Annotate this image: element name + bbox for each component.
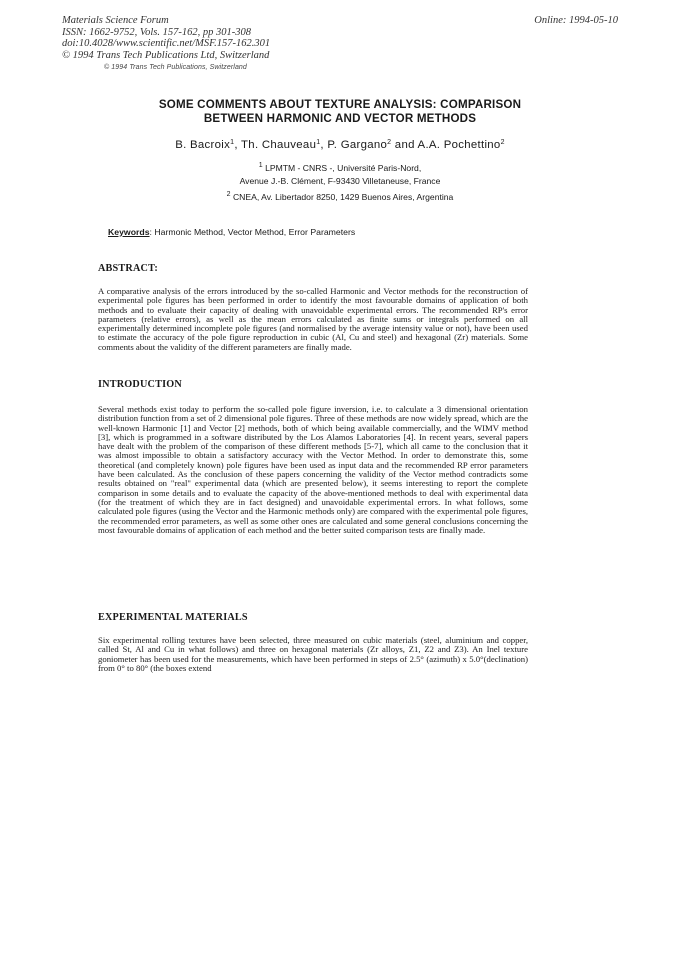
author-2-affil: 1	[316, 139, 321, 146]
affil-1-line-2: Avenue J.-B. Clément, F-93430 Villetaneuse, France	[239, 175, 441, 186]
experimental-heading: EXPERIMENTAL MATERIALS	[98, 612, 248, 623]
affil-2-mark: 2	[226, 191, 231, 198]
title-line-2: BETWEEN HARMONIC AND VECTOR METHODS	[203, 112, 477, 125]
faded-copyright: © 1994 Trans Tech Publications, Switzerland	[104, 64, 247, 71]
author-3-affil: 2	[387, 139, 392, 146]
affiliation-2	[100, 189, 580, 204]
copyright-line: © 1994 Trans Tech Publications Ltd, Switzerland	[62, 49, 270, 61]
author-1: B. Bacroix	[175, 139, 231, 151]
citation-header	[62, 15, 270, 61]
doi-line: doi:10.4028/www.scientific.net/MSF.157-162.301	[62, 38, 271, 50]
journal-name: Materials Science Forum	[62, 15, 169, 26]
affil-1-line-1: LPMTM - CNRS -, Université Paris-Nord,	[265, 163, 422, 173]
keywords-label: Keywords	[108, 227, 150, 237]
author-1-affil: 1	[230, 139, 235, 146]
online-date: Online: 1994-05-10	[534, 15, 618, 26]
affil-1-mark: 1	[258, 162, 263, 169]
paper-title	[100, 98, 580, 126]
introduction-heading: INTRODUCTION	[98, 379, 182, 390]
issn-line: ISSN: 1662-9752, Vols. 157-162, pp 301-308	[62, 26, 251, 38]
abstract-heading: ABSTRACT:	[98, 263, 158, 274]
title-line-1: SOME COMMENTS ABOUT TEXTURE ANALYSIS: COMPARISON	[158, 98, 522, 111]
abstract-text: A comparative analysis of the errors introduced by the so-called Harmonic and Vector methods for the reconstruction of experimental pole figures has been performed in order to identify the most favourable domains of application of both methods and to evaluate their capacity of dealing with unavoidable experimental errors. The recommended RP's error parameters (relative errors), as well as the mean errors calculated as finite sums or integrals performed on all experimentally determined incomplete pole figures (and normalised by the average intensity value or not), have been used to estimate the accuracy of the pole figure reproduction in cubic (Al, Cu and steel) and hexagonal (Zr) materials. Some comments about the validity of the different parameters are finally made.	[98, 286, 528, 352]
experimental-text: Six experimental rolling textures have been selected, three measured on cubic materials (steel, aluminium and copper, called St, Al and Cu in what follows) and three on hexagonal materials (Zr alloys, Z1, Z2 and Z3). An Inel texture goniometer has been used for the measurements, which have been performed in steps of 2.5° (azimuth) x 5.0°(declination) from 0° to 80° (the boxes extend	[98, 635, 528, 673]
keywords-text: : Harmonic Method, Vector Method, Error Parameters	[149, 227, 356, 237]
author-list	[100, 139, 580, 151]
author-3: , P. Gargano	[320, 139, 388, 151]
keywords	[108, 227, 355, 237]
author-4: and A.A. Pochettino	[391, 139, 501, 151]
author-2: , Th. Chauveau	[234, 139, 317, 151]
affil-2-text: CNEA, Av. Libertador 8250, 1429 Buenos Aires, Argentina	[232, 192, 454, 202]
author-4-affil: 2	[500, 139, 505, 146]
affiliation-1	[100, 160, 580, 187]
introduction-text: Several methods exist today to perform the so-called pole figure inversion, i.e. to calculate a 3 dimensional orientation distribution function from a set of 2 dimensional pole figures. Three of these methods are now widely spread, which are the well-known Harmonic [1] and Vector [2] methods, both of which being available commercially, and the WIMV method [3], which is programmed in a software distributed by the Los Alamos Laboratories [4]. In recent years, several papers have dealt with the problem of the comparison of these different methods [5-7], which all came to the conclusion that it was almost impossible to obtain a satisfactory accuracy with the Vector Method. In order to demonstrate this, some theoretical (and completely known) pole figures have been used as input data and the recommended RP error parameters have been calculated. As the conclusion of these papers concerning the validity of the Vector method contradicts some results obtained on "real" experimental data (which are presented below), it seems interesting to report the complete comparison in some details and to evaluate the capacity of the above-mentioned methods to deal with experimental data (for the treatment of which they are in fact designed) and unavoidable experimental errors. In what follows, some calculated pole figures (using the Vector and the Harmonic methods only) are compared with the experimental pole figures, the recommended error parameters, as well as some other ones are calculated and some general conclusions concerning the most favourable domains of application of each method and the better suited comparison tests are finally made.	[98, 404, 528, 535]
